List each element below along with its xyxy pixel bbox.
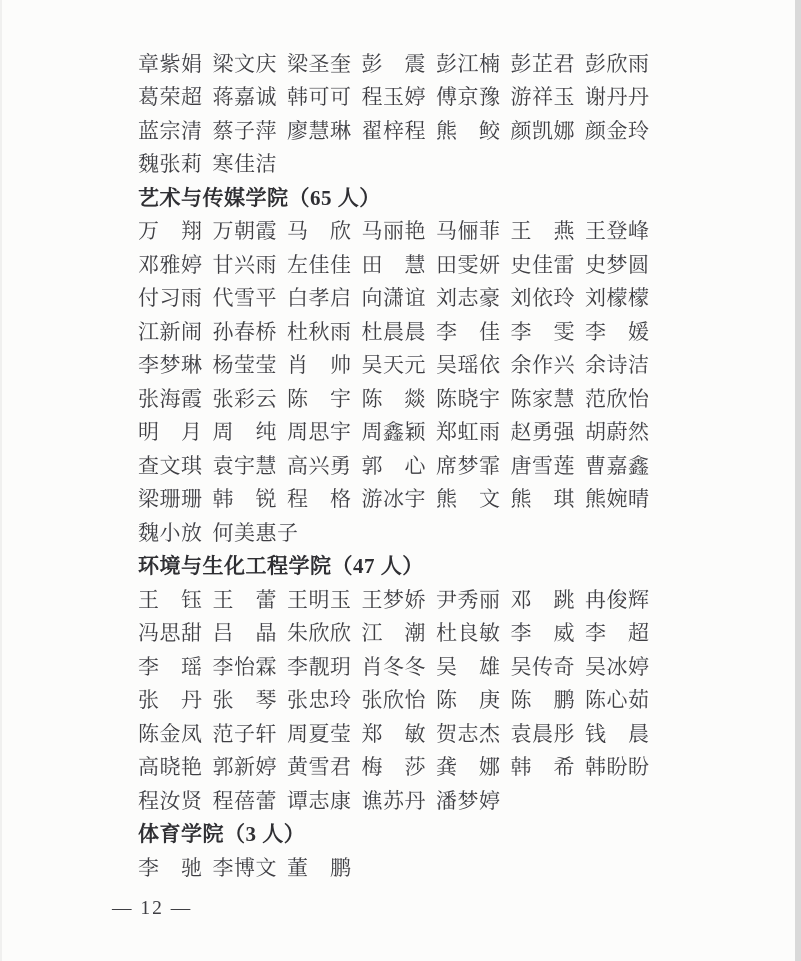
- student-name: 陈 鹏: [510, 688, 575, 713]
- name-row: [138, 247, 678, 281]
- student-name: 尹秀丽: [436, 587, 501, 612]
- name-row: [138, 716, 678, 750]
- student-name: 李 雯: [510, 319, 575, 344]
- student-name: 钱 晨: [585, 721, 650, 746]
- student-name: 王登峰: [585, 219, 650, 244]
- student-name: 翟梓程: [361, 118, 426, 143]
- student-name: 唐雪莲: [510, 453, 575, 478]
- student-name: 邓雅婷: [138, 252, 203, 277]
- student-name: 袁晨彤: [510, 721, 575, 746]
- student-name: 马俪菲: [436, 219, 501, 244]
- student-name: 史梦圆: [585, 252, 650, 277]
- name-row: [138, 683, 678, 717]
- student-name: 陈家慧: [510, 386, 575, 411]
- student-name: 江新闹: [138, 319, 203, 344]
- student-name: 颜金玲: [585, 118, 650, 143]
- student-name: 黄雪君: [287, 755, 352, 780]
- name-row: [138, 415, 678, 449]
- student-name: 田 慧: [361, 252, 426, 277]
- student-name: 周 纯: [212, 420, 277, 445]
- student-name: 孙春桥: [212, 319, 277, 344]
- name-row: [138, 582, 678, 616]
- student-name: 万 翔: [138, 219, 203, 244]
- student-name: 左佳佳: [287, 252, 352, 277]
- student-name: 吴 雄: [436, 654, 501, 679]
- student-name: 彭 震: [361, 51, 426, 76]
- student-name: 袁宇慧: [212, 453, 277, 478]
- student-name: 周鑫颖: [361, 420, 426, 445]
- student-name: 杨莹莹: [212, 353, 277, 378]
- student-name: 熊 琪: [510, 487, 575, 512]
- student-name: 郑 敏: [361, 721, 426, 746]
- page-number: — 12 —: [112, 898, 193, 919]
- student-name: 杜晨晨: [361, 319, 426, 344]
- name-row: [138, 381, 678, 415]
- student-name: 李靓玥: [287, 654, 352, 679]
- student-name: 蒋嘉诚: [212, 85, 277, 110]
- student-name: 高晓艳: [138, 755, 203, 780]
- student-name: 潘梦婷: [436, 788, 501, 813]
- student-name: 曹嘉鑫: [585, 453, 650, 478]
- student-name: 陈 庚: [436, 688, 501, 713]
- student-name: 陈 燚: [361, 386, 426, 411]
- student-name: 冉俊辉: [585, 587, 650, 612]
- student-name: 傅京豫: [436, 85, 501, 110]
- page-right-edge: [795, 0, 801, 961]
- student-name: 朱欣欣: [287, 621, 352, 646]
- student-name: 甘兴雨: [212, 252, 277, 277]
- student-name: 李怡霖: [212, 654, 277, 679]
- name-row: [138, 750, 678, 784]
- student-name: 张 琴: [212, 688, 277, 713]
- student-name: 明 月: [138, 420, 203, 445]
- student-name: 张欣怡: [361, 688, 426, 713]
- student-name: 查文琪: [138, 453, 203, 478]
- student-name: 何美惠子: [212, 520, 299, 545]
- name-row: [138, 214, 678, 248]
- student-name: 郭新婷: [212, 755, 277, 780]
- name-row: [138, 515, 678, 549]
- student-name: 马 欣: [287, 219, 352, 244]
- student-name: 熊婉晴: [585, 487, 650, 512]
- student-name: 张海霞: [138, 386, 203, 411]
- student-name: 蔡子萍: [212, 118, 277, 143]
- student-name: 吴传奇: [510, 654, 575, 679]
- student-name: 陈晓宇: [436, 386, 501, 411]
- name-row: [138, 147, 678, 181]
- student-name: 颜凯娜: [510, 118, 575, 143]
- student-name: 李 超: [585, 621, 650, 646]
- name-row: [138, 616, 678, 650]
- student-name: 谭志康: [287, 788, 352, 813]
- student-name: 梁圣奎: [287, 51, 352, 76]
- student-name: 谯苏丹: [361, 788, 426, 813]
- name-row: [138, 783, 678, 817]
- college-heading: 体育学院（3 人）: [138, 822, 306, 847]
- student-name: 周思宇: [287, 420, 352, 445]
- student-name: 程玉婷: [361, 85, 426, 110]
- student-name: 梁文庆: [212, 51, 277, 76]
- student-name: 王 钰: [138, 587, 203, 612]
- student-name: 李梦琳: [138, 353, 203, 378]
- student-name: 范欣怡: [585, 386, 650, 411]
- student-name: 龚 娜: [436, 755, 501, 780]
- name-row: [138, 314, 678, 348]
- student-name: 付习雨: [138, 286, 203, 311]
- student-name: 魏小放: [138, 520, 203, 545]
- student-name: 彭欣雨: [585, 51, 650, 76]
- student-name: 王 蕾: [212, 587, 277, 612]
- college-heading: 艺术与传媒学院（65 人）: [138, 185, 381, 210]
- student-name: 张 丹: [138, 688, 203, 713]
- student-name: 程蓓蕾: [212, 788, 277, 813]
- student-name: 彭芷君: [510, 51, 575, 76]
- student-name: 田雯妍: [436, 252, 501, 277]
- student-name: 范子轩: [212, 721, 277, 746]
- student-name: 韩可可: [287, 85, 352, 110]
- student-name: 游冰宇: [361, 487, 426, 512]
- student-name: 葛荣超: [138, 85, 203, 110]
- student-name: 赵勇强: [510, 420, 575, 445]
- name-list-content: [138, 46, 678, 884]
- student-name: 江 潮: [361, 621, 426, 646]
- page-left-edge: [0, 0, 2, 961]
- student-name: 章紫娟: [138, 51, 203, 76]
- student-name: 张彩云: [212, 386, 277, 411]
- student-name: 韩 锐: [212, 487, 277, 512]
- student-name: 刘依玲: [510, 286, 575, 311]
- student-name: 李 瑶: [138, 654, 203, 679]
- student-name: 杜良敏: [436, 621, 501, 646]
- student-name: 陈金凤: [138, 721, 203, 746]
- student-name: 李博文: [212, 855, 277, 880]
- student-name: 吴冰婷: [585, 654, 650, 679]
- student-name: 陈心茹: [585, 688, 650, 713]
- student-name: 余作兴: [510, 353, 575, 378]
- student-name: 冯思甜: [138, 621, 203, 646]
- student-name: 张忠玲: [287, 688, 352, 713]
- student-name: 李 媛: [585, 319, 650, 344]
- student-name: 韩盼盼: [585, 755, 650, 780]
- name-row: [138, 113, 678, 147]
- student-name: 李 驰: [138, 855, 203, 880]
- student-name: 熊 鲛: [436, 118, 501, 143]
- student-name: 谢丹丹: [585, 85, 650, 110]
- student-name: 廖慧琳: [287, 118, 352, 143]
- name-row: [138, 281, 678, 315]
- name-row: [138, 46, 678, 80]
- student-name: 李 威: [510, 621, 575, 646]
- student-name: 史佳雷: [510, 252, 575, 277]
- student-name: 高兴勇: [287, 453, 352, 478]
- student-name: 程 格: [287, 487, 352, 512]
- name-row: [138, 348, 678, 382]
- student-name: 吴天元: [361, 353, 426, 378]
- student-name: 向潇谊: [361, 286, 426, 311]
- student-name: 程汝贤: [138, 788, 203, 813]
- student-name: 刘檬檬: [585, 286, 650, 311]
- student-name: 王梦娇: [361, 587, 426, 612]
- student-name: 董 鹏: [287, 855, 352, 880]
- student-name: 余诗洁: [585, 353, 650, 378]
- student-name: 蓝宗清: [138, 118, 203, 143]
- student-name: 代雪平: [212, 286, 277, 311]
- student-name: 韩 希: [510, 755, 575, 780]
- student-name: 万朝霞: [212, 219, 277, 244]
- student-name: 吕 晶: [212, 621, 277, 646]
- college-heading: 环境与生化工程学院（47 人）: [138, 554, 424, 579]
- name-row: [138, 482, 678, 516]
- student-name: 梅 莎: [361, 755, 426, 780]
- student-name: 胡蔚然: [585, 420, 650, 445]
- student-name: 彭江楠: [436, 51, 501, 76]
- student-name: 白孝启: [287, 286, 352, 311]
- student-name: 杜秋雨: [287, 319, 352, 344]
- student-name: 周夏莹: [287, 721, 352, 746]
- student-name: 刘志豪: [436, 286, 501, 311]
- student-name: 邓 跳: [510, 587, 575, 612]
- student-name: 肖 帅: [287, 353, 352, 378]
- student-name: 熊 文: [436, 487, 501, 512]
- student-name: 郑虹雨: [436, 420, 501, 445]
- student-name: 梁珊珊: [138, 487, 203, 512]
- student-name: 魏张莉: [138, 152, 203, 177]
- student-name: 吴瑶依: [436, 353, 501, 378]
- student-name: 游祥玉: [510, 85, 575, 110]
- student-name: 李 佳: [436, 319, 501, 344]
- student-name: 马丽艳: [361, 219, 426, 244]
- name-row: [138, 80, 678, 114]
- student-name: 王明玉: [287, 587, 352, 612]
- student-name: 王 燕: [510, 219, 575, 244]
- student-name: 陈 宇: [287, 386, 352, 411]
- name-row: [138, 649, 678, 683]
- name-row: [138, 448, 678, 482]
- student-name: 贺志杰: [436, 721, 501, 746]
- name-row: [138, 850, 678, 884]
- student-name: 肖冬冬: [361, 654, 426, 679]
- student-name: 席梦霏: [436, 453, 501, 478]
- student-name: 寒佳洁: [212, 152, 277, 177]
- student-name: 郭 心: [361, 453, 426, 478]
